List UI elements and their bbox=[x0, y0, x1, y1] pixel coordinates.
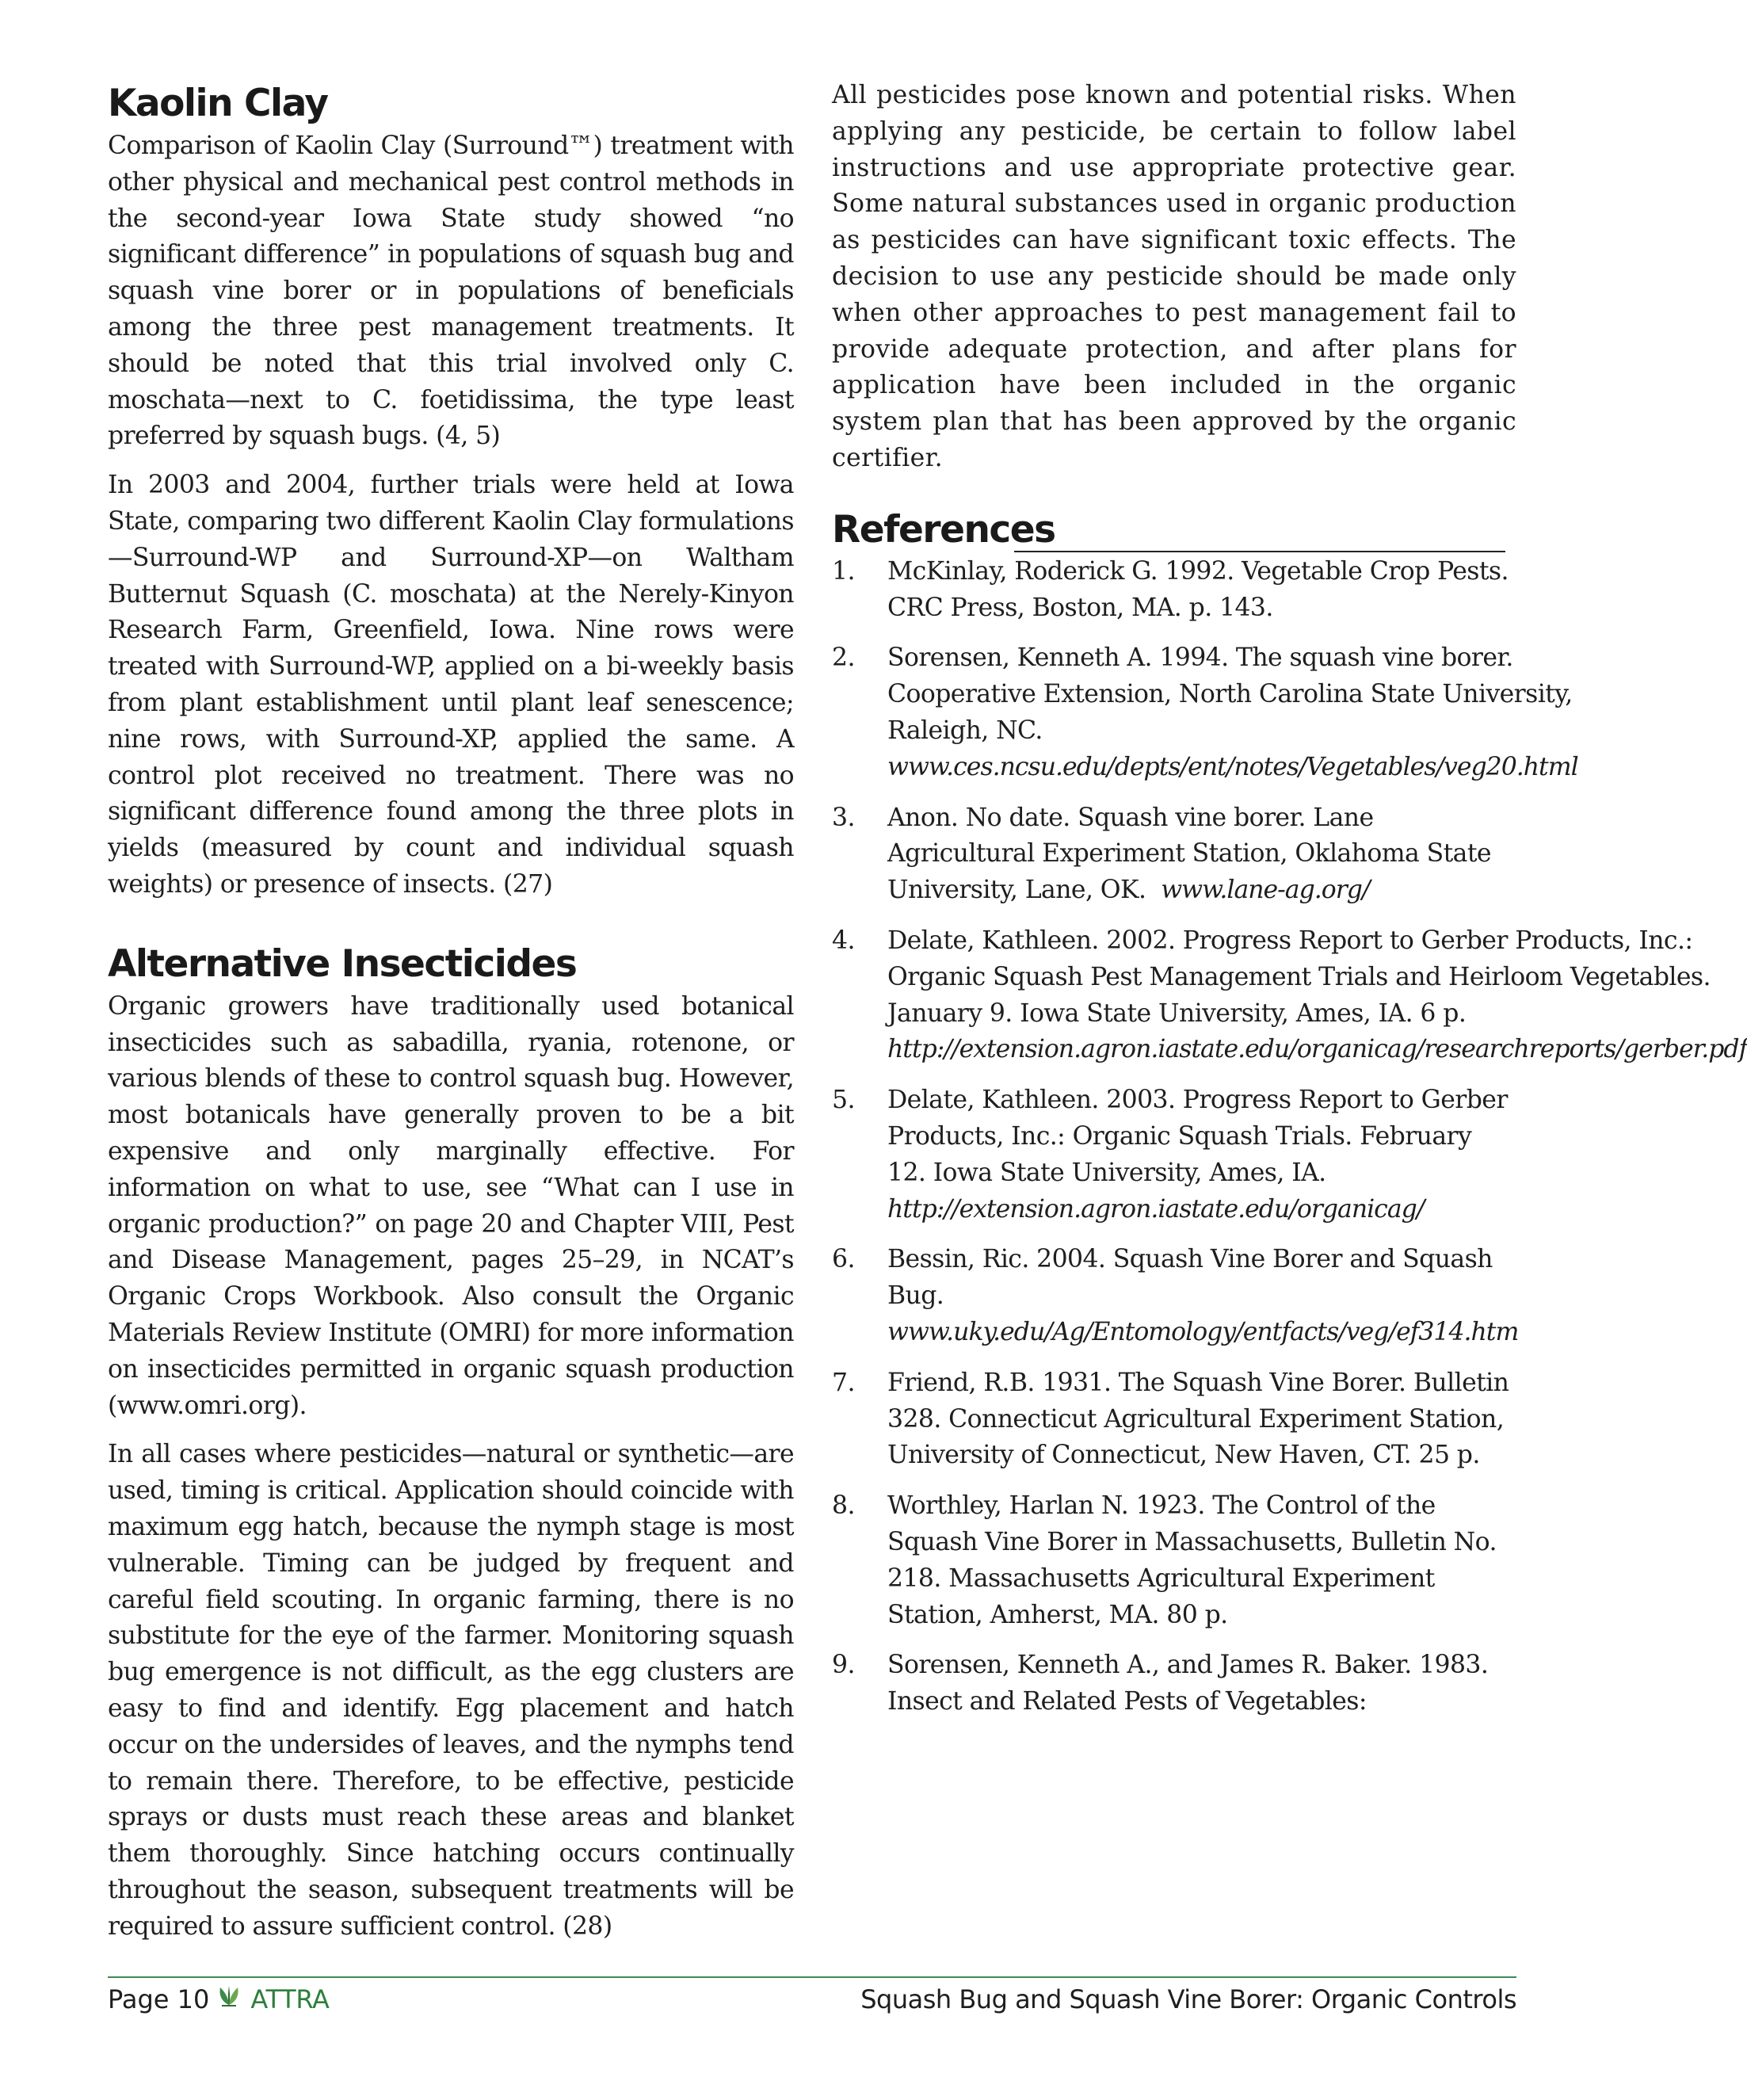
reference-item bbox=[832, 1082, 1516, 1228]
attra-brand: ATTRA bbox=[250, 1984, 330, 2014]
reference-link[interactable]: http://extension.agron.iastate.edu/organicag/ bbox=[887, 1194, 1425, 1224]
page-footer bbox=[108, 1984, 1516, 2021]
reference-text: Delate, Kathleen. 2002. Progress Report to Gerber Products, Inc.: Organic Squash Pest Management Trials and Heirloom Vegetables. January 9. Iowa State University, Ames, IA. 6 p. bbox=[887, 926, 1711, 1028]
reference-text: Bessin, Ric. 2004. Squash Vine Borer and Squash Bug. bbox=[887, 1245, 1493, 1311]
reference-item bbox=[832, 1648, 1516, 1720]
alternative-paragraph-2: In all cases where pesticides—natural or synthetic—are used, timing is critical. Application should coincide with maximum egg hatch, because the nymph stage is most vulnerable. Timing can be judged by frequent and careful field scouting. In organic farming, there is no substitute for the eye of the farmer. Monitoring squash bug emergence is not difficult, as the egg clusters are easy to find and identify. Egg placement and hatch occur on the undersides of leaves, and the nymphs tend to remain there. Therefore, to be effective, pesticide sprays or dusts must reach these areas and blanket them thoroughly. Since hatching occurs continually throughout the season, subsequent treatments will be required to assure sufficient control. (28) bbox=[108, 1440, 794, 1941]
reference-item bbox=[832, 554, 1516, 627]
reference-item bbox=[832, 800, 1516, 909]
alternative-insecticides-heading: Alternative Insecticides bbox=[108, 941, 577, 986]
right-column bbox=[832, 78, 1747, 1735]
page-number: Page 10 bbox=[108, 1984, 210, 2014]
reference-text: Sorensen, Kenneth A. 1994. The squash vine borer. Cooperative Extension, North Carolina State University, Raleigh, NC. bbox=[887, 643, 1573, 745]
reference-link[interactable]: www.lane-ag.org/ bbox=[1161, 876, 1370, 905]
left-column bbox=[108, 78, 794, 1945]
kaolin-clay-heading: Kaolin Clay bbox=[108, 82, 328, 125]
publication-title: Squash Bug and Squash Vine Borer: Organic Controls bbox=[860, 1984, 1516, 2014]
reference-number: 3. bbox=[832, 803, 855, 832]
reference-item bbox=[832, 1488, 1516, 1633]
reference-text: Delate, Kathleen. 2003. Progress Report to Gerber Products, Inc.: Organic Squash Trials. February 12. Iowa State University, Ames, IA. bbox=[887, 1086, 1508, 1187]
reference-number: 7. bbox=[832, 1368, 855, 1397]
reference-number: 2. bbox=[832, 643, 855, 673]
reference-link[interactable]: http://extension.agron.iastate.edu/organicag/researchreports/gerber.pdf bbox=[887, 1035, 1747, 1064]
leaf-icon bbox=[216, 1984, 242, 2014]
references-list bbox=[832, 554, 1747, 1720]
reference-link[interactable]: www.uky.edu/Ag/Entomology/entfacts/veg/ef314.htm bbox=[887, 1317, 1519, 1346]
kaolin-paragraph-1: Comparison of Kaolin Clay (Surround™) treatment with other physical and mechanical pest control methods in the second-year Iowa State study showed “no significant difference” in populations of squash bug and squash vine borer or in populations of beneficials among the three pest management treatments. It should be noted that this trial involved only C. moschata—next to C. foetidissima, the type least preferred by squash bugs. (4, 5) bbox=[108, 132, 794, 451]
kaolin-paragraph-2: In 2003 and 2004, further trials were held at Iowa State, comparing two different Kaolin Clay formulations—Surround-WP and Surround-XP—on Waltham Butternut Squash (C. moschata) at the Nerely-Kinyon Research Farm, Greenfield, Iowa. Nine rows were treated with Surround-WP, applied on a bi-weekly basis from plant establishment until plant leaf senescence; nine rows, with Surround-XP, applied the same. A control plot received no treatment. There was no significant difference found among the three plots in yields (measured by count and individual squash weights) or presence of insects. (27) bbox=[108, 471, 794, 899]
reference-number: 1. bbox=[832, 556, 855, 586]
reference-number: 9. bbox=[832, 1651, 855, 1680]
alternative-paragraph-1: Organic growers have traditionally used botanical insecticides such as sabadilla, ryania, rotenone, or various blends of these to control squash bug. However, most botanicals have generally proven to be a bit expensive and only marginally effective. For information on what to use, see “What can I use in organic production?” on page 20 and Chapter VIII, Pest and Disease Management, pages 25–29, in NCAT’s Organic Crops Workbook. Also consult the Organic Materials Review Institute (OMRI) for more information on insecticides permitted in organic squash production (www.omri.org). bbox=[108, 991, 794, 1420]
reference-number: 8. bbox=[832, 1491, 855, 1521]
reference-text: Anon. No date. Squash vine borer. Lane Agricultural Experiment Station, Oklahoma State University, Lane, OK. bbox=[887, 803, 1491, 905]
reference-link[interactable]: www.ces.ncsu.edu/depts/ent/notes/Vegetables/veg20.html bbox=[887, 752, 1578, 781]
references-rule bbox=[1014, 551, 1505, 552]
reference-item bbox=[832, 923, 1747, 1068]
reference-text: McKinlay, Roderick G. 1992. Vegetable Crop Pests. CRC Press, Boston, MA. p. 143. bbox=[887, 556, 1509, 622]
reference-item bbox=[832, 640, 1578, 785]
reference-text: Friend, R.B. 1931. The Squash Vine Borer. Bulletin 328. Connecticut Agricultural Experiment Station, University of Connecticut, New Haven, CT. 25 p. bbox=[887, 1368, 1509, 1470]
pesticide-warning-paragraph: All pesticides pose known and potential risks. When applying any pesticide, be certain to follow label instructions and use appropriate protective gear. Some natural substances used in organic production as pesticides can have significant toxic effects. The decision to use any pesticide should be made only when other approaches to pest management fail to provide adequate protection, and after plans for application have been included in the organic system plan that has been approved by the organic certifier. bbox=[832, 81, 1516, 472]
footer-left bbox=[108, 1984, 330, 2014]
reference-number: 4. bbox=[832, 926, 855, 955]
footer-rule bbox=[108, 1976, 1516, 1978]
reference-item bbox=[832, 1242, 1519, 1350]
reference-number: 6. bbox=[832, 1245, 855, 1274]
reference-text: Sorensen, Kenneth A., and James R. Baker. 1983. Insect and Related Pests of Vegetables: bbox=[887, 1651, 1489, 1716]
reference-number: 5. bbox=[832, 1086, 855, 1115]
reference-text: Worthley, Harlan N. 1923. The Control of the Squash Vine Borer in Massachusetts, Bulletin No. 218. Massachusetts Agricultural Experiment Station, Amherst, MA. 80 p. bbox=[887, 1491, 1497, 1629]
reference-item bbox=[832, 1365, 1516, 1474]
references-heading: References bbox=[832, 507, 1055, 552]
